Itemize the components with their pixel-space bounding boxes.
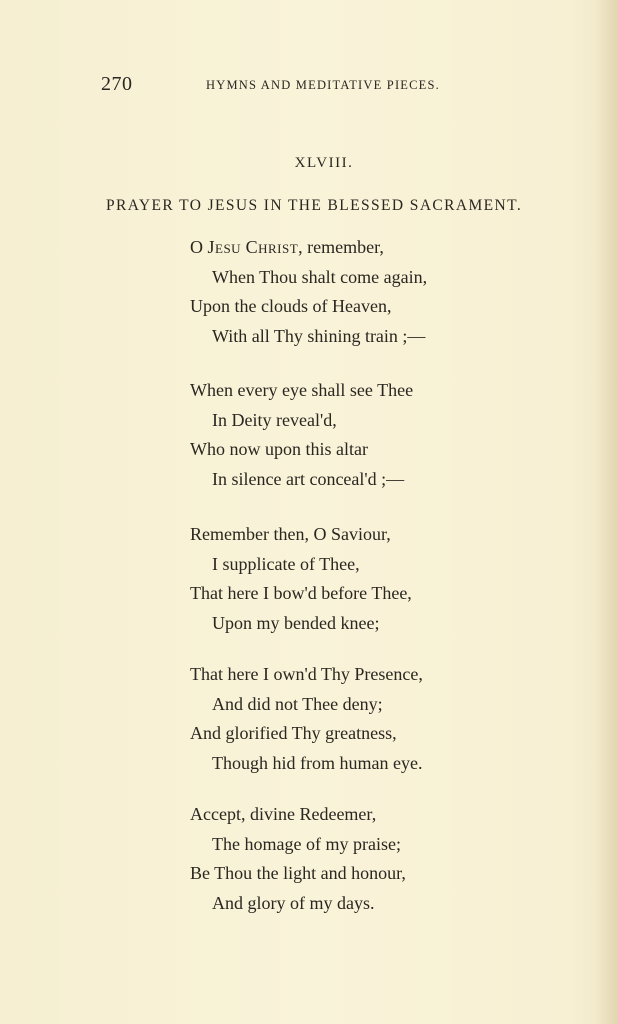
poem-numeral: XLVIII. <box>294 155 354 171</box>
stanza-line: With all Thy shining train ;— <box>212 325 426 346</box>
stanza-line: Remember then, O Saviour, <box>190 524 391 544</box>
line-prefix: O <box>190 237 208 257</box>
page-edge-shadow <box>596 0 618 1024</box>
stanza-line: And did not Thee deny; <box>212 693 383 714</box>
stanza-line: When Thou shalt come again, <box>212 266 428 287</box>
stanza-line: That here I own'd Thy Presence, <box>190 664 423 684</box>
stanza-line: Be Thou the light and honour, <box>190 863 406 883</box>
stanza-line: And glorified Thy greatness, <box>190 723 397 743</box>
stanza-line: Though hid from human eye. <box>212 752 423 773</box>
stanza-line: In silence art conceal'd ;— <box>212 468 405 489</box>
stanza-1 <box>190 233 590 351</box>
stanza-2 <box>190 376 590 494</box>
small-caps-jesu: Jesu <box>207 237 242 257</box>
small-caps-christ: Christ <box>245 237 299 257</box>
stanza-line: When every eye shall see Thee <box>190 380 414 400</box>
stanza-5 <box>190 800 590 918</box>
stanza-line: In Deity reveal'd, <box>212 409 337 430</box>
line-suffix: , remember, <box>298 237 384 257</box>
stanza-line: Upon the clouds of Heaven, <box>190 296 392 316</box>
poem-title: PRAYER TO JESUS IN THE BLESSED SACRAMENT. <box>106 197 523 214</box>
page-number: 270 <box>101 73 133 95</box>
stanza-line: I supplicate of Thee, <box>212 553 360 574</box>
stanza-line: Upon my bended knee; <box>212 612 380 633</box>
stanza-line: Accept, divine Redeemer, <box>190 804 377 824</box>
stanza-4 <box>190 660 590 778</box>
stanza-line: Who now upon this altar <box>190 439 368 459</box>
stanza-line: The homage of my praise; <box>212 833 401 854</box>
stanza-3 <box>190 520 590 638</box>
stanza-line: And glory of my days. <box>212 892 375 913</box>
stanza-line <box>190 233 590 263</box>
running-head: HYMNS AND MEDITATIVE PIECES. <box>206 78 440 92</box>
stanza-line: That here I bow'd before Thee, <box>190 583 412 603</box>
